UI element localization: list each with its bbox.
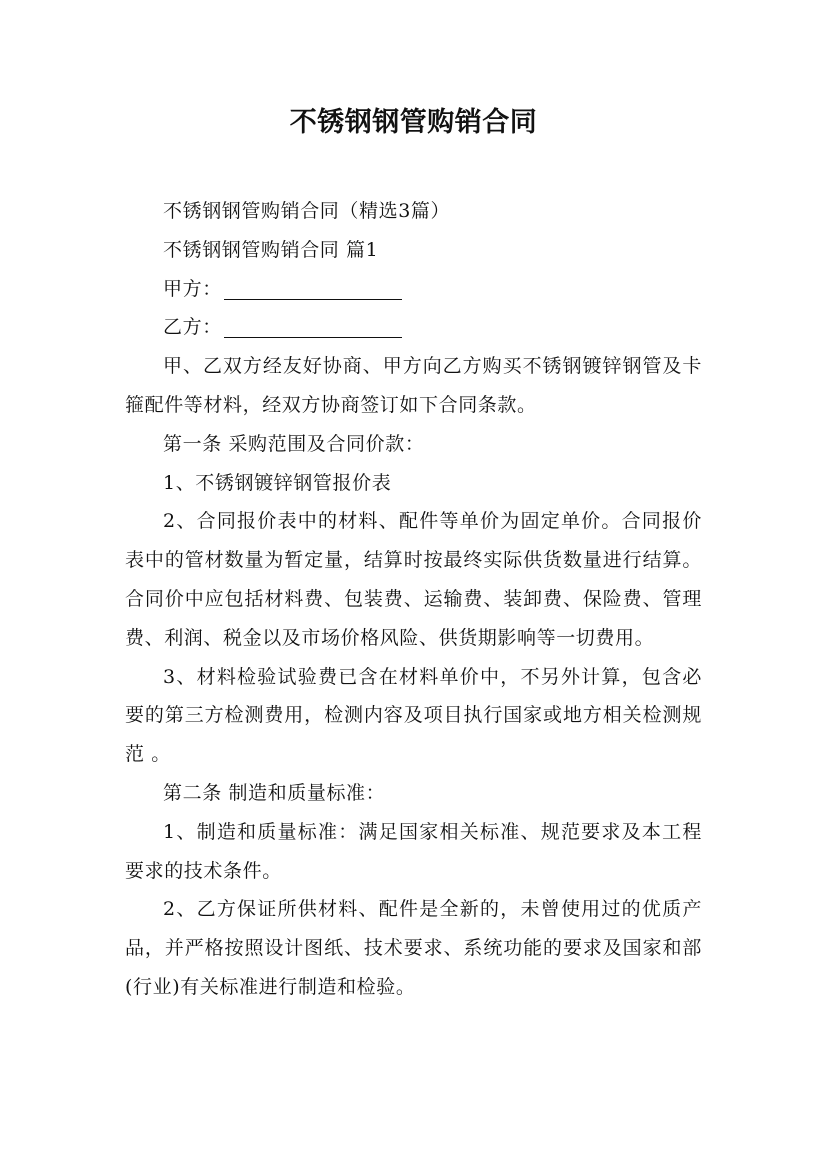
document-title: 不锈钢钢管购销合同 bbox=[289, 107, 538, 138]
document-body bbox=[125, 192, 702, 1007]
paragraph-part-heading: 不锈钢钢管购销合同 篇1 bbox=[163, 238, 379, 261]
paragraph-a2-item-1: 1、制造和质量标准：满足国家相关标准、规范要求及本工程要求的技术条件。 bbox=[125, 820, 702, 882]
paragraph-party-a bbox=[125, 270, 702, 309]
paragraph-a1-item-2: 2、合同报价表中的材料、配件等单价为固定单价。合同报价表中的管材数量为暂定量，结算时按最终实际供货数量进行结算。合同价中应包括材料费、包装费、运输费、装卸费、保险费、管理费、利润、税金以及市场价格风险、供货期影响等一切费用。 bbox=[125, 510, 702, 649]
party-a-label: 甲方： bbox=[163, 277, 222, 300]
paragraph-subtitle: 不锈钢钢管购销合同（精选3篇） bbox=[163, 200, 451, 222]
paragraph-article-1: 第一条 采购范围及合同价款： bbox=[163, 432, 425, 455]
party-a-blank-line bbox=[224, 277, 402, 300]
paragraph-a1-item-1: 1、不锈钢镀锌钢管报价表 bbox=[163, 471, 392, 494]
paragraph-a2-item-2: 2、乙方保证所供材料、配件是全新的，未曾使用过的优质产品，并严格按照设计图纸、技术要求、系统功能的要求及国家和部(行业)有关标准进行制造和检验。 bbox=[125, 898, 702, 998]
paragraph-intro: 甲、乙双方经友好协商、甲方向乙方购买不锈钢镀锌钢管及卡箍配件等材料，经双方协商签订如下合同条款。 bbox=[125, 355, 702, 416]
paragraph-party-b bbox=[125, 308, 702, 347]
paragraph-article-2: 第二条 制造和质量标准： bbox=[163, 781, 386, 804]
party-b-label: 乙方： bbox=[163, 316, 222, 339]
paragraph-a1-item-3: 3、材料检验试验费已含在材料单价中，不另外计算，包含必要的第三方检测费用，检测内容及项目执行国家或地方相关检测规范 。 bbox=[125, 665, 702, 766]
party-b-blank-line bbox=[224, 315, 402, 338]
